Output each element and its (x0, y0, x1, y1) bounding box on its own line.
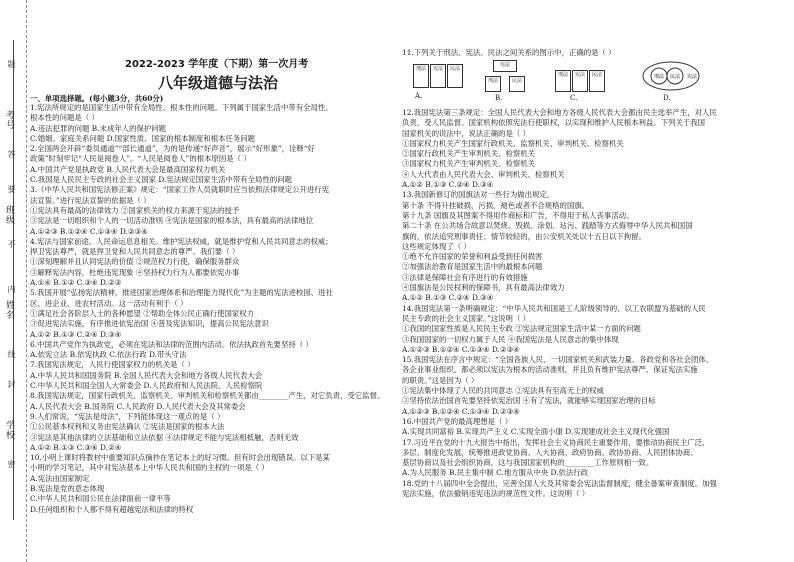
right-column (402, 108, 788, 499)
diagram-d-venn (641, 60, 701, 92)
text-line: ①宪法集中体现了人民的共同意志 ②宪法具有至高无上的权威 (402, 386, 604, 396)
text-line: 3.《中华人民共和国宪法修正案》规定：“国家工作人员就职时应当依照法律规定公开进行宪 (30, 185, 330, 195)
text-line: ③坚持依法治国首先要坚持依宪治国 ④有了宪法，就能够实现国家治理的目标 (402, 396, 656, 406)
class-label: 班级 (4, 205, 14, 225)
diagram-c-box: 刑法 (555, 70, 571, 92)
text-line: A.①④ B.①② C.③④ D.②③ (30, 278, 122, 288)
text-line: ④国旗法是公民权利的保障书，具有最高法律效力 (402, 283, 565, 293)
text-line: A.①② B.①③ C.②④ D.③④ (402, 180, 494, 190)
text-line: 10.小明上课时将教材中重要知识点摘抄在笔记本上的好习惯。但有时会出现错误。以下是某 (30, 453, 330, 463)
text-line: ②国家行政机关产生审判机关、检察机关 (402, 149, 536, 159)
text-line: ③促进宪法实施，有序推进依宪治国 ④普及宪法知识，提高公民宪法意识 (30, 319, 269, 329)
text-line: 区、进企业、进农村活动。这一活动有利于（ ） (30, 298, 188, 308)
q11-diagrams (405, 60, 785, 105)
text-line: ③宪法是其他法律的立法基础和立法依据 ④法律规定不能与宪法相抵触，否则无效 (30, 432, 299, 442)
text-line: ①满足社会各阶层人士的各种愿望 ②帮助全体公民正确行使国家权力 (30, 308, 255, 318)
binding-margin (0, 0, 27, 562)
text-line: 6.中国共产党作为执政党，必须在宪法和法律的范围内活动。依法执政首先要坚持（ ） (30, 339, 313, 349)
text-line: B.宪法是党的意志体现 (30, 483, 105, 493)
text-line: 17.习近平在党的十九大报告中指出，发挥社会主义协商民主重要作用，要推动协商民主广泛、 (402, 437, 710, 447)
text-line: 第二十条 在公共场合故意以焚烧、毁损、涂划、玷污、践踏等方式侮辱中华人民共和国国 (402, 221, 693, 231)
text-line: C.婚姻、家庭关系问题 D.国家性质、国家的根本制度和根本任务问题 (30, 133, 256, 143)
text-line: C.我国是人民民主专政的社会主义国家 D.宪法规定国家生活中带有全局性的问题 (30, 175, 292, 185)
text-line: 国家机关的说法中，说法正确的是（ ） (402, 128, 530, 138)
text-line: 的职责。”这是因为（ ） (402, 375, 479, 385)
text-line: A.人民代表大会 B.国务院 C.人民政府 D.人民代表大会及其常委会 (30, 401, 246, 411)
text-line: A.依宪立法 B.依宪执政 C.依法行政 D.带头守法 (30, 350, 187, 360)
text-line: 民主专政的社会主义国家。”这说明（ ） (402, 313, 531, 323)
text-line: 旗的，依法追究刑事责任；情节较轻的，由公安机关处以十五日以下拘留。 (402, 231, 646, 241)
text-line: A.①② B.①③ C.②④ D.③④ (30, 329, 122, 339)
text-line: ①国家权力机关产生国家行政机关、监察机关、审判机关、检察机关 (402, 138, 624, 148)
text-line: ③我国国家的一切权力属于人民 ④我国宪法是人民意志的集中体现 (402, 334, 619, 344)
text-line: A.中华人民共和国国务院 B.全国人民代表大会和地方各级人民代表大会 (30, 370, 263, 380)
text-line: ③国家权力机关产生审判机关、检察机关 (402, 159, 536, 169)
diagram-c-box: 宪法 (572, 70, 588, 92)
diagram-a-label: A. (415, 92, 423, 100)
diagram-b-label: B. (495, 94, 503, 102)
text-line: 小明的学习笔记，其中对宪法基本上中华人民共和国的主权的一项是（ ） (30, 463, 269, 473)
text-line: 第十条 不得升挂破损、污损、褪色或者不合规格的国旗。 (402, 200, 590, 210)
seal-mark: 答 (7, 150, 16, 158)
text-line: 多层、制度化发展，统筹推进政党协商、人大协商、政府协商、政协协商、人民团体协商、 (402, 447, 698, 457)
seal-mark: 线 (7, 350, 16, 358)
text-line: ②加强法治教育是国家生活中的最根本问题 (402, 262, 543, 272)
text-line: ④人大代表由人民代表大会、审判机关、检察机关 (402, 169, 565, 179)
text-line: 负责，受人民监督。国家机构依照宪法行使职权，以实现和维护人民根本利益。下列关于我国 (402, 118, 706, 128)
diagram-c-label: C. (570, 94, 578, 102)
seal-mark: 密 (7, 460, 16, 468)
subject-title: 八年级道德与法治 (158, 74, 279, 92)
text-line: 政策”时刻牢记“人民是阅卷人”。“人民是阅卷人”的根本原因是（ ） (30, 154, 251, 164)
text-line: 捍卫宪法尊严，就是捍卫党和人民共同意志的尊严。我们要（ ） (30, 247, 240, 257)
text-line: A.①②③ B.①②④ C.①③④ D.②③④ (30, 226, 148, 236)
exam-title: 2022-2023 学年度（下期）第一次月考 (125, 59, 309, 70)
text-line: 1.宪法所规定的是国家生活中带有全局性、根本性的问题。下列属于国家生活中带有全局性、 (30, 103, 333, 112)
text-line: 7.我国宪法规定，人民行使国家权力的机关是（ ） (30, 360, 195, 370)
seal-mark: 题 (7, 60, 16, 68)
text-line: 5.我国开展“弘扬宪法精神，推进国家治理体系和治理能力现代化”为主题的宪法进校园、进社 (30, 288, 333, 298)
text-line: D.任何组织和个人都不得有超越宪法和法律的特权 (30, 504, 194, 514)
seal-mark: 内 (7, 285, 16, 293)
exam-number-label: 考号 (4, 110, 14, 130)
text-line: A.①②③ B.①②④ C.①③④ D.②③④ (402, 344, 520, 354)
diagram-a-box: 宪法 (430, 64, 446, 88)
text-line: ①宪法具有最高的法律效力 ②国家机关的权力来源于宪法的授予 (30, 205, 240, 215)
text-line: 12.我国宪法第三条规定：全国人民代表大会和地方各级人民代表大会都由民主选举产生，对人民 (402, 108, 717, 117)
text-line: C.中华人民共和国全国人大常委会 D.人民政府和人民法院、人民检察院 (30, 381, 263, 391)
text-line: ①我国的国家性质是人民民主专政 ②宪法规定国家生活中某一方面的问题 (402, 324, 641, 334)
diagram-d-label: D. (663, 94, 671, 102)
text-line: C.中华人民共和国公民在法律面前一律平等 (30, 494, 171, 504)
venn-label: 刑法 (654, 74, 665, 80)
school-label: 学校 (4, 420, 14, 440)
section-heading: 一、单项选择题。(每小题3分，共60分) (30, 94, 164, 103)
seal-mark: 要 (7, 185, 16, 193)
diagram-a-box: 民法 (447, 64, 463, 88)
text-line: 18.党的十八届四中全会提出，完善全国人大及其常委会宪法监督制度，健全备案审查制度。加强 (402, 478, 717, 488)
venn-label: 宪法 (687, 74, 698, 80)
text-line: A.①② B.①③ C.③④ D.②④ (30, 442, 122, 452)
diagram-a-box: 刑法 (413, 64, 429, 88)
text-line: 基层协商以及社会组织协商。这与我国国家机构的________工作原则相一致。 (402, 458, 654, 468)
text-line: ①深刻理解并且认同宪法的价值 ②规范权力行使，确保服务群众 (30, 257, 240, 267)
seal-mark: 不 (7, 240, 16, 248)
diagram-b-box: 宪法 (493, 60, 517, 72)
text-line: ③法律是保障社会有序进行的有效措施 (402, 272, 528, 282)
text-line: 2.全国两会开辟“委员通道”“部长通道”，为的是传递“好声音”，展示“好形象”，诠释“好 (30, 144, 315, 154)
text-line: A.为人民服务 B.民主集中制 C.地方服从中央 D.依法行政 (402, 468, 589, 478)
name-label: 姓名 (4, 300, 14, 320)
text-line: 第十九条 国旗及其图案不得用作商标和广告，不得用于私人丧事活动。 (402, 210, 634, 220)
text-line: 15.我国宪法在序言中规定：“全国各族人民、一切国家机关和武装力量、各政党和各社会团体、 (402, 355, 714, 365)
text-line: A.①②③ B.①②④ C.①③④ D.②③④ (402, 406, 520, 416)
text-line: 宪法实施，依法撤销违宪违法的规范性文件。这说明（ ） (402, 488, 590, 498)
text-line: 法宣誓。”进行宪法宣誓的依据是（ ） (30, 195, 151, 205)
text-line: 13.我国新修订的国旗法对一些行为做出规定。 (402, 190, 555, 200)
text-line: A.违法犯罪的问题 B.未成年人的保护问题 (30, 123, 167, 133)
diagram-c-box: 民法 (589, 70, 605, 92)
text-line: A.中国共产党是执政党 B.人民代表大会是最高国家权力机关 (30, 164, 226, 174)
venn-label: 民法 (670, 74, 681, 80)
text-line: A.①② B.①③ C.②④ D.③④ (402, 293, 494, 303)
diagram-b-box: 刑法 (485, 76, 501, 92)
text-line: 4.宪法与国家前途、人民命运息息相关。维护宪法权威，就是维护党和人民共同意志的权威； (30, 236, 333, 246)
seal-mark: 封 (7, 380, 16, 388)
text-line: ③宪法是一切组织和个人的一切活动准则 ④宪法是国家的根本法，具有最高的法律地位 (30, 216, 314, 226)
text-line: 各企业事业组织，都必须以宪法为根本的活动准则，并且负有维护宪法尊严、保证宪法实施 (402, 365, 698, 375)
text-line: 这些规定体现了（ ） (402, 241, 471, 251)
text-line: 16.中国共产党的最高理想是（ ） (402, 416, 513, 426)
text-line: A.宪法由国家制定 (30, 473, 90, 483)
text-line: ①绝不允许国家的荣誉和利益受到任何损害 (402, 252, 543, 262)
diagram-b-box: 民法 (509, 76, 525, 92)
left-column (30, 103, 392, 515)
text-line: ①公民基本权利和义务由宪法确认 ②宪法是国家的根本大法 (30, 422, 225, 432)
text-line: 14.我国宪法第一条明确规定：“中华人民共和国是工人阶级领导的、以工农联盟为基础的人民 (402, 303, 706, 313)
text-line: ③解释宪法内容，杜绝违宪现象 ④坚持权力行为人都要依宪办事 (30, 267, 240, 277)
text-line: 根本性的问题是（ ） (30, 113, 99, 123)
text-line: A.实现共同富裕 B.实现共产主义 C.实现全面小康 D.实现建成社会主义现代化强国 (402, 427, 670, 437)
text-line: 8.我国宪法规定，国家行政机关、监察机关、审判机关和检察机关都由________产生，对它负责，受它监督。 (30, 391, 385, 401)
question-11: 11.下列关于刑法、宪法、民法之间关系的图示中，正确的是（ ） (402, 48, 616, 57)
text-line: 9.人们常说，“宪法是母法”，下列能体现这一观点的是（ ） (30, 411, 225, 421)
